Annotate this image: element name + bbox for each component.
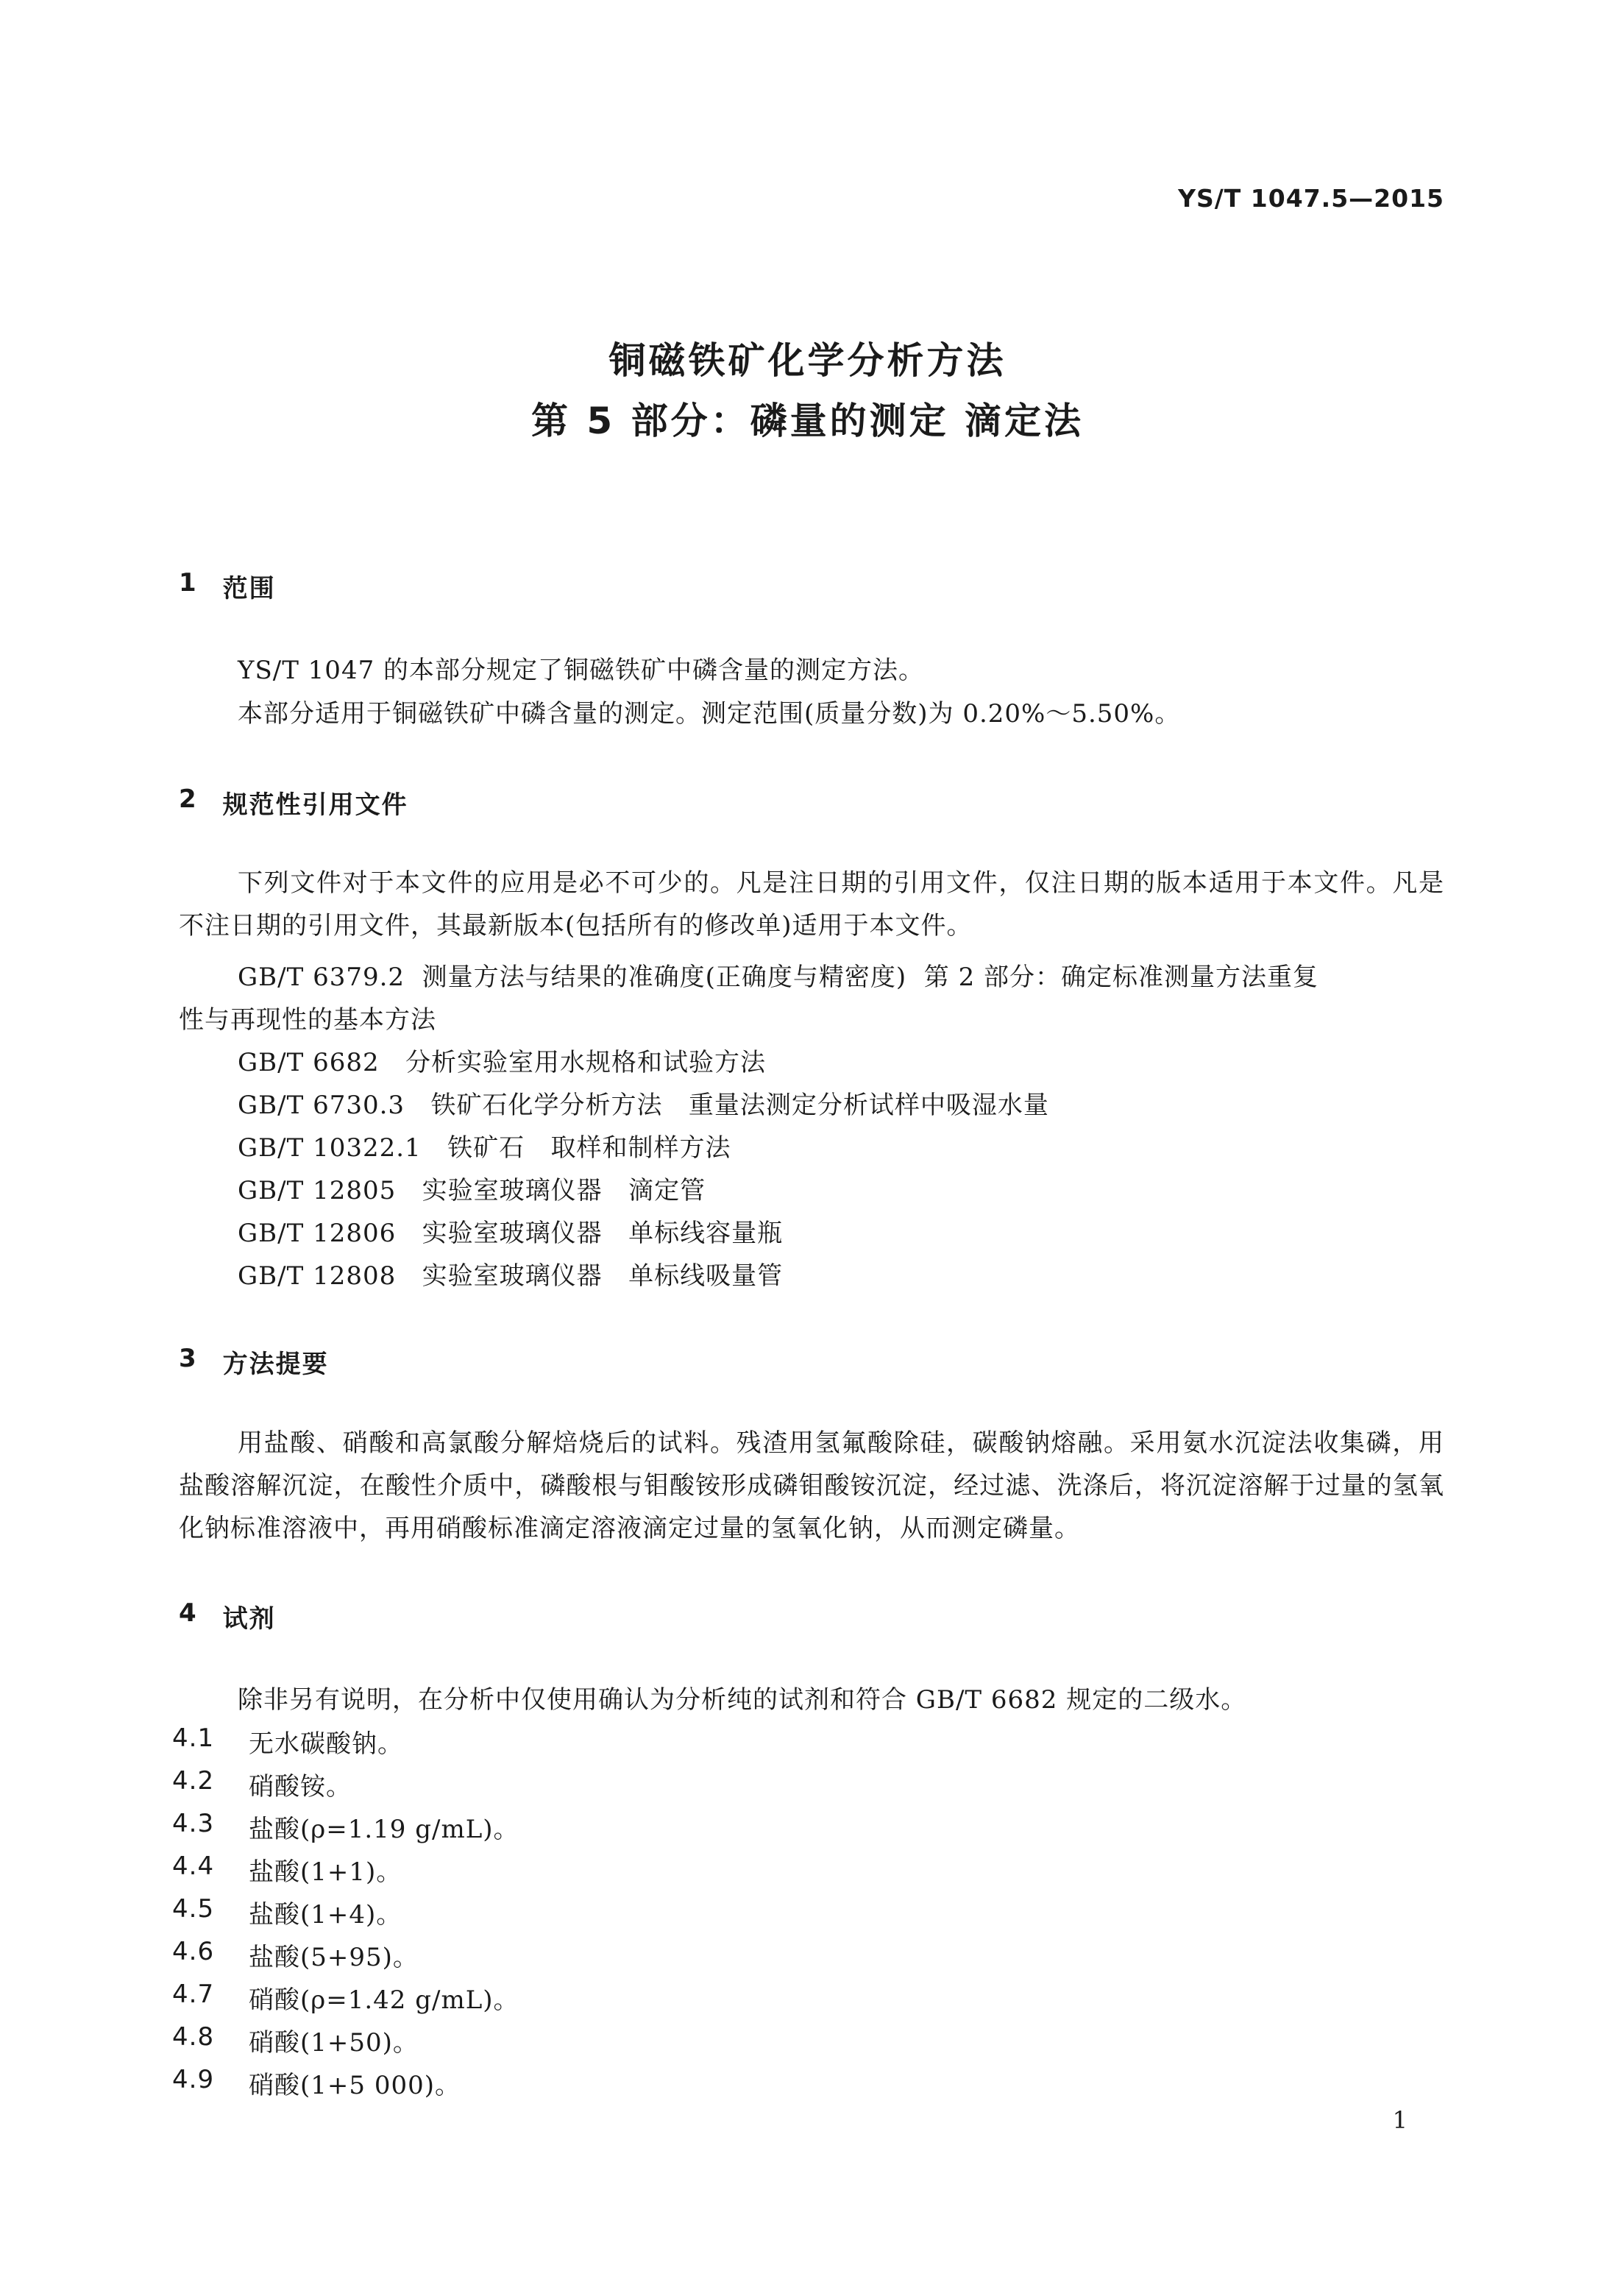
section-title: 方法提要 [222, 1350, 329, 1379]
reagent-text: 硝酸(ρ=1.42 g/mL)。 [249, 1985, 519, 2015]
reference-item: GB/T 12806 实验室玻璃仪器 单标线容量瓶 [238, 1219, 784, 1248]
reference-item: GB/T 6730.3 铁矿石化学分析方法 重量法测定分析试样中吸湿水量 [238, 1091, 1049, 1120]
reagent-number: 4.5 [172, 1894, 215, 1924]
reagent-text: 硝酸铵。 [249, 1772, 352, 1801]
section-number: 3 [179, 1344, 198, 1373]
section-3-paragraph: 用盐酸、硝酸和高氯酸分解焙烧后的试料。残渣用氢氟酸除硅，碳酸钠熔融。采用氨水沉淀法收集磷，用盐酸溶解沉淀，在酸性介质中，磷酸根与钼酸铵形成磷钼酸铵沉淀，经过滤、洗涤后，将沉淀溶解于过量的氢氧化钠标准溶液中，再用硝酸标准滴定溶液滴定过量的氢氧化钠，从而测定磷量。 [179, 1428, 1444, 1543]
reagent-item [172, 1894, 402, 1930]
reagent-item [172, 1980, 519, 2016]
reagent-number: 4.1 [172, 1723, 215, 1753]
reagent-item [172, 1852, 402, 1888]
reagent-text: 盐酸(1+1)。 [249, 1857, 402, 1887]
reference-item: GB/T 10322.1 铁矿石 取样和制样方法 [238, 1133, 731, 1163]
reagent-text: 硝酸(1+50)。 [249, 2028, 419, 2058]
section-1-paragraph-1: YS/T 1047 的本部分规定了铜磁铁矿中磷含量的测定方法。 [238, 656, 925, 685]
section-title: 范围 [222, 574, 276, 603]
section-3-heading [179, 1344, 329, 1380]
reference-item: GB/T 12808 实验室玻璃仪器 单标线吸量管 [238, 1261, 784, 1291]
reagent-text: 盐酸(1+4)。 [249, 1900, 402, 1930]
section-2-intro: 下列文件对于本文件的应用是必不可少的。凡是注日期的引用文件，仅注日期的版本适用于本文件。凡是不注日期的引用文件，其最新版本(包括所有的修改单)适用于本文件。 [179, 868, 1444, 940]
reagent-number: 4.6 [172, 1937, 215, 1966]
section-title: 试剂 [222, 1604, 276, 1634]
section-title: 规范性引用文件 [222, 790, 408, 820]
section-1-heading [179, 568, 276, 604]
reference-item-continuation: 性与再现性的基本方法 [179, 1005, 436, 1035]
section-number: 2 [179, 784, 198, 814]
section-4-intro: 除非另有说明，在分析中仅使用确认为分析纯的试剂和符合 GB/T 6682 规定的二级水。 [238, 1685, 1247, 1715]
section-2-heading [179, 784, 408, 821]
reagent-text: 盐酸(5+95)。 [249, 1943, 419, 1972]
reference-item: GB/T 6682 分析实验室用水规格和试验方法 [238, 1048, 767, 1077]
document-title-line2: 第 5 部分：磷量的测定 滴定法 [530, 400, 1084, 442]
section-1-paragraph-2: 本部分适用于铜磁铁矿中磷含量的测定。测定范围(质量分数)为 0.20%～5.50%。 [238, 699, 1181, 729]
reagent-number: 4.3 [172, 1809, 215, 1838]
reference-item: GB/T 6379.2 测量方法与结果的准确度(正确度与精密度) 第 2 部分：确定标准测量方法重复 [238, 963, 1319, 992]
reagent-text: 盐酸(ρ=1.19 g/mL)。 [249, 1815, 519, 1844]
reagent-text: 硝酸(1+5 000)。 [249, 2071, 461, 2100]
document-title-line1: 铜磁铁矿化学分析方法 [608, 339, 1007, 382]
reagent-number: 4.8 [172, 2022, 215, 2052]
page-number: 1 [1392, 2106, 1408, 2134]
reagent-number: 4.2 [172, 1766, 215, 1796]
reagent-item [172, 1809, 519, 1845]
reagent-number: 4.4 [172, 1852, 215, 1881]
reagent-number: 4.9 [172, 2065, 215, 2094]
reagent-item [172, 1937, 419, 1973]
reagent-number: 4.7 [172, 1980, 215, 2009]
reagent-item [172, 2065, 461, 2101]
reagent-item [172, 2022, 419, 2058]
reference-item: GB/T 12805 实验室玻璃仪器 滴定管 [238, 1176, 706, 1205]
reagent-text: 无水碳酸钠。 [249, 1729, 403, 1759]
standard-code: YS/T 1047.5—2015 [1178, 184, 1444, 213]
reagent-item [172, 1723, 403, 1760]
section-4-heading [179, 1598, 276, 1634]
section-number: 1 [179, 568, 198, 598]
reagent-item [172, 1766, 352, 1802]
section-number: 4 [179, 1598, 198, 1628]
